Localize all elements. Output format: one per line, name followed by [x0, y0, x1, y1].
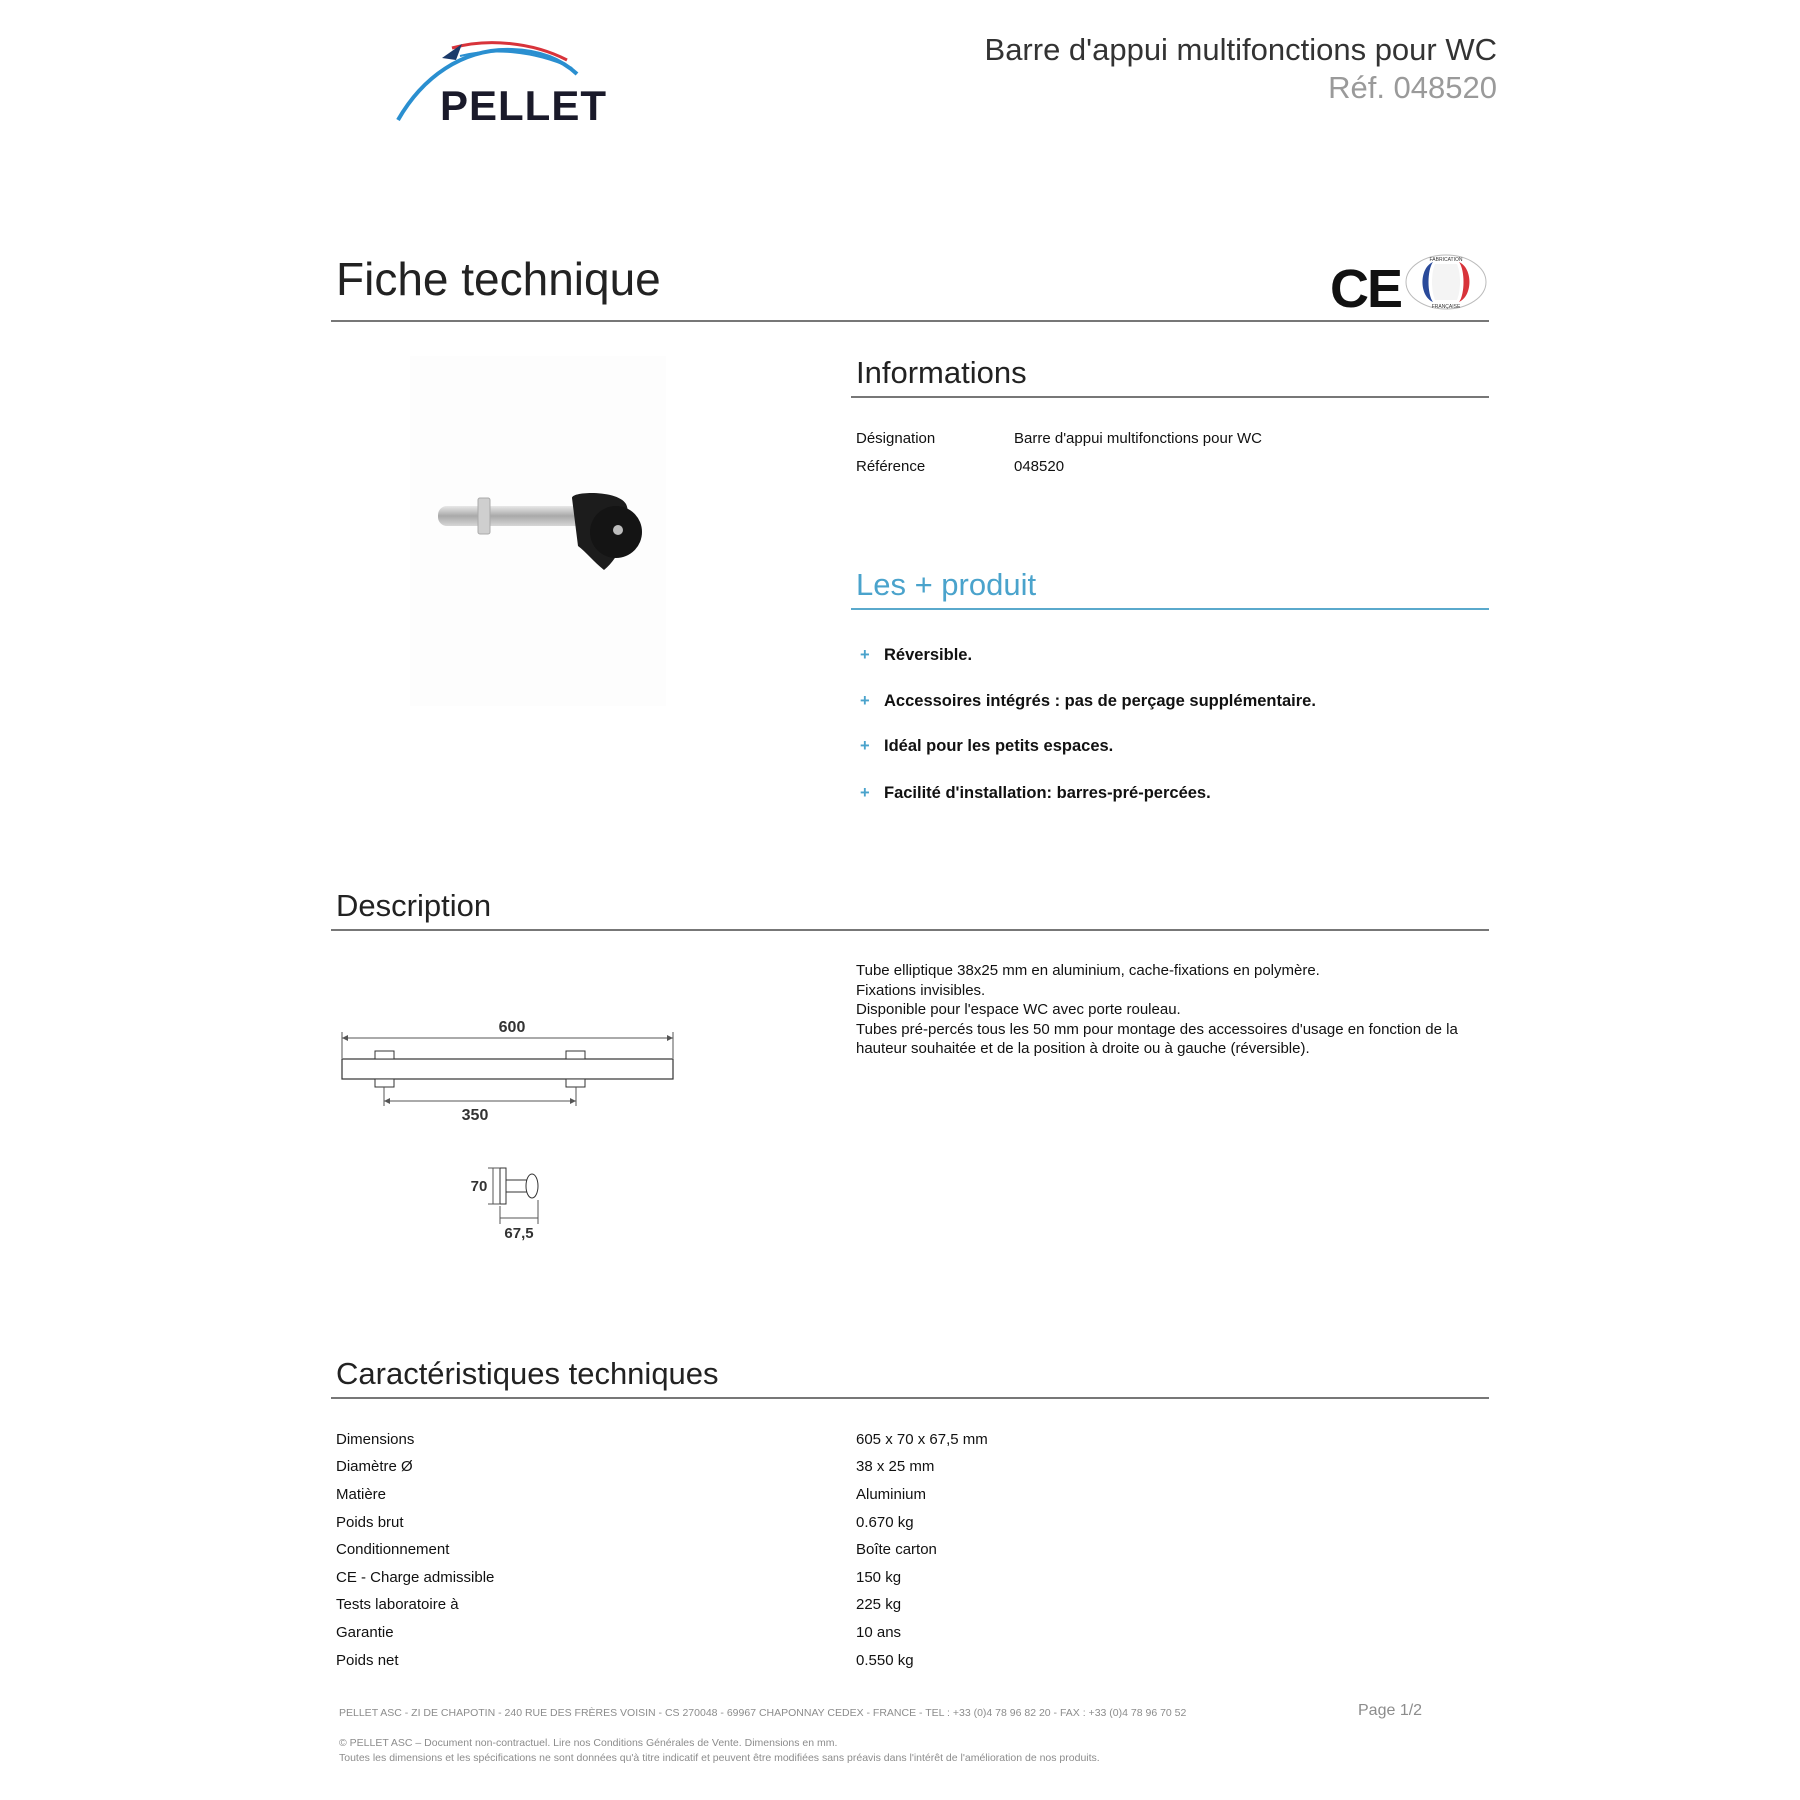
spec-value: Boîte carton	[856, 1541, 937, 1558]
footer-address: PELLET ASC - ZI DE CHAPOTIN - 240 RUE DES FRÈRES VOISIN - CS 270048 - 69967 CHAPONNAY CEDEX - FRANCE - TEL : +33 (0)4 78 96 82 20 - FAX : +33 (0)4 78 96 70 52	[339, 1707, 1187, 1719]
pellet-logo	[392, 38, 642, 130]
header-reference: Réf. 048520	[1328, 70, 1497, 105]
ce-mark: CE	[1330, 259, 1402, 319]
spec-label: CE - Charge admissible	[336, 1569, 495, 1586]
plus-icon: +	[860, 737, 870, 755]
page-title: Fiche technique	[336, 253, 661, 305]
dim-spacing: 350	[461, 1107, 489, 1124]
caracteristiques-divider	[331, 1397, 1489, 1399]
info-value: Barre d'appui multifonctions pour WC	[1014, 430, 1262, 447]
spec-label: Poids net	[336, 1652, 399, 1669]
made-in-france-badge	[1405, 254, 1487, 310]
description-line: Tube elliptique 38x25 mm en aluminium, cache-fixations en polymère.	[856, 962, 1320, 979]
plus-item: + Réversible.	[860, 646, 973, 664]
spec-label: Conditionnement	[336, 1541, 450, 1558]
plus-item: + Facilité d'installation: barres-pré-percées.	[860, 784, 1211, 802]
description-line: Fixations invisibles.	[856, 981, 986, 999]
plus-item: + Accessoires intégrés : pas de perçage supplémentaire.	[860, 692, 1316, 710]
footer-legal	[339, 1736, 1100, 1766]
dim-length: 600	[498, 1019, 526, 1036]
svg-text:FABRICATION: FABRICATION	[1429, 257, 1463, 263]
footer-disclaimer: Toutes les dimensions et les spécifications ne sont données qu'à titre indicatif et peuvent être modifiées sans préavis dans l'intérêt de l'amélioration de nos produits.	[339, 1752, 1100, 1764]
technical-drawing	[336, 1012, 686, 1252]
spec-value: 605 x 70 x 67,5 mm	[856, 1431, 988, 1448]
brand-name: PELLET	[440, 82, 608, 129]
plus-item: + Idéal pour les petits espaces.	[860, 737, 1114, 755]
informations-heading: Informations	[856, 355, 1027, 390]
spec-label: Tests laboratoire à	[336, 1596, 459, 1613]
description-line: Tubes pré-percés tous les 50 mm pour montage des accessoires d'usage en fonction de la hauteur souhaitée et de la position à droite ou à gauche (réversible).	[856, 1020, 1458, 1057]
spec-value: 225 kg	[856, 1596, 902, 1613]
dim-depth: 67,5	[504, 1225, 534, 1242]
plus-icon: +	[860, 646, 870, 664]
header-title: Barre d'appui multifonctions pour WC	[984, 32, 1497, 67]
footer-copyright: © PELLET ASC – Document non-contractuel. Lire nos Conditions Générales de Vente. Dimensions en mm.	[339, 1737, 838, 1749]
title-divider	[331, 320, 1489, 322]
description-divider	[331, 929, 1489, 931]
info-label: Référence	[856, 458, 926, 475]
description-heading: Description	[336, 888, 492, 923]
product-photo	[408, 356, 668, 706]
spec-value: Aluminium	[856, 1486, 927, 1503]
spec-label: Matière	[336, 1486, 387, 1503]
description-line: Disponible pour l'espace WC avec porte rouleau.	[856, 1001, 1181, 1018]
page-number: Page 1/2	[1358, 1702, 1423, 1719]
plus-produit-heading: Les + produit	[856, 567, 1037, 602]
plus-icon: +	[860, 784, 870, 802]
spec-value: 38 x 25 mm	[856, 1458, 935, 1475]
spec-label: Dimensions	[336, 1431, 415, 1448]
plus-icon: +	[860, 692, 870, 710]
description-text	[856, 961, 1496, 1059]
spec-value: 10 ans	[856, 1624, 902, 1641]
info-label: Désignation	[856, 430, 936, 447]
info-value: 048520	[1014, 458, 1065, 475]
informations-divider	[851, 396, 1489, 398]
dim-height: 70	[470, 1178, 488, 1195]
svg-text:FRANÇAISE: FRANÇAISE	[1431, 304, 1461, 310]
caracteristiques-heading: Caractéristiques techniques	[336, 1356, 719, 1391]
spec-value: 0.550 kg	[856, 1652, 914, 1669]
spec-value: 150 kg	[856, 1569, 902, 1586]
spec-value: 0.670 kg	[856, 1514, 914, 1531]
spec-label: Garantie	[336, 1624, 394, 1641]
spec-label: Poids brut	[336, 1514, 404, 1531]
spec-label: Diamètre Ø	[336, 1458, 413, 1475]
plus-produit-divider	[851, 608, 1489, 610]
